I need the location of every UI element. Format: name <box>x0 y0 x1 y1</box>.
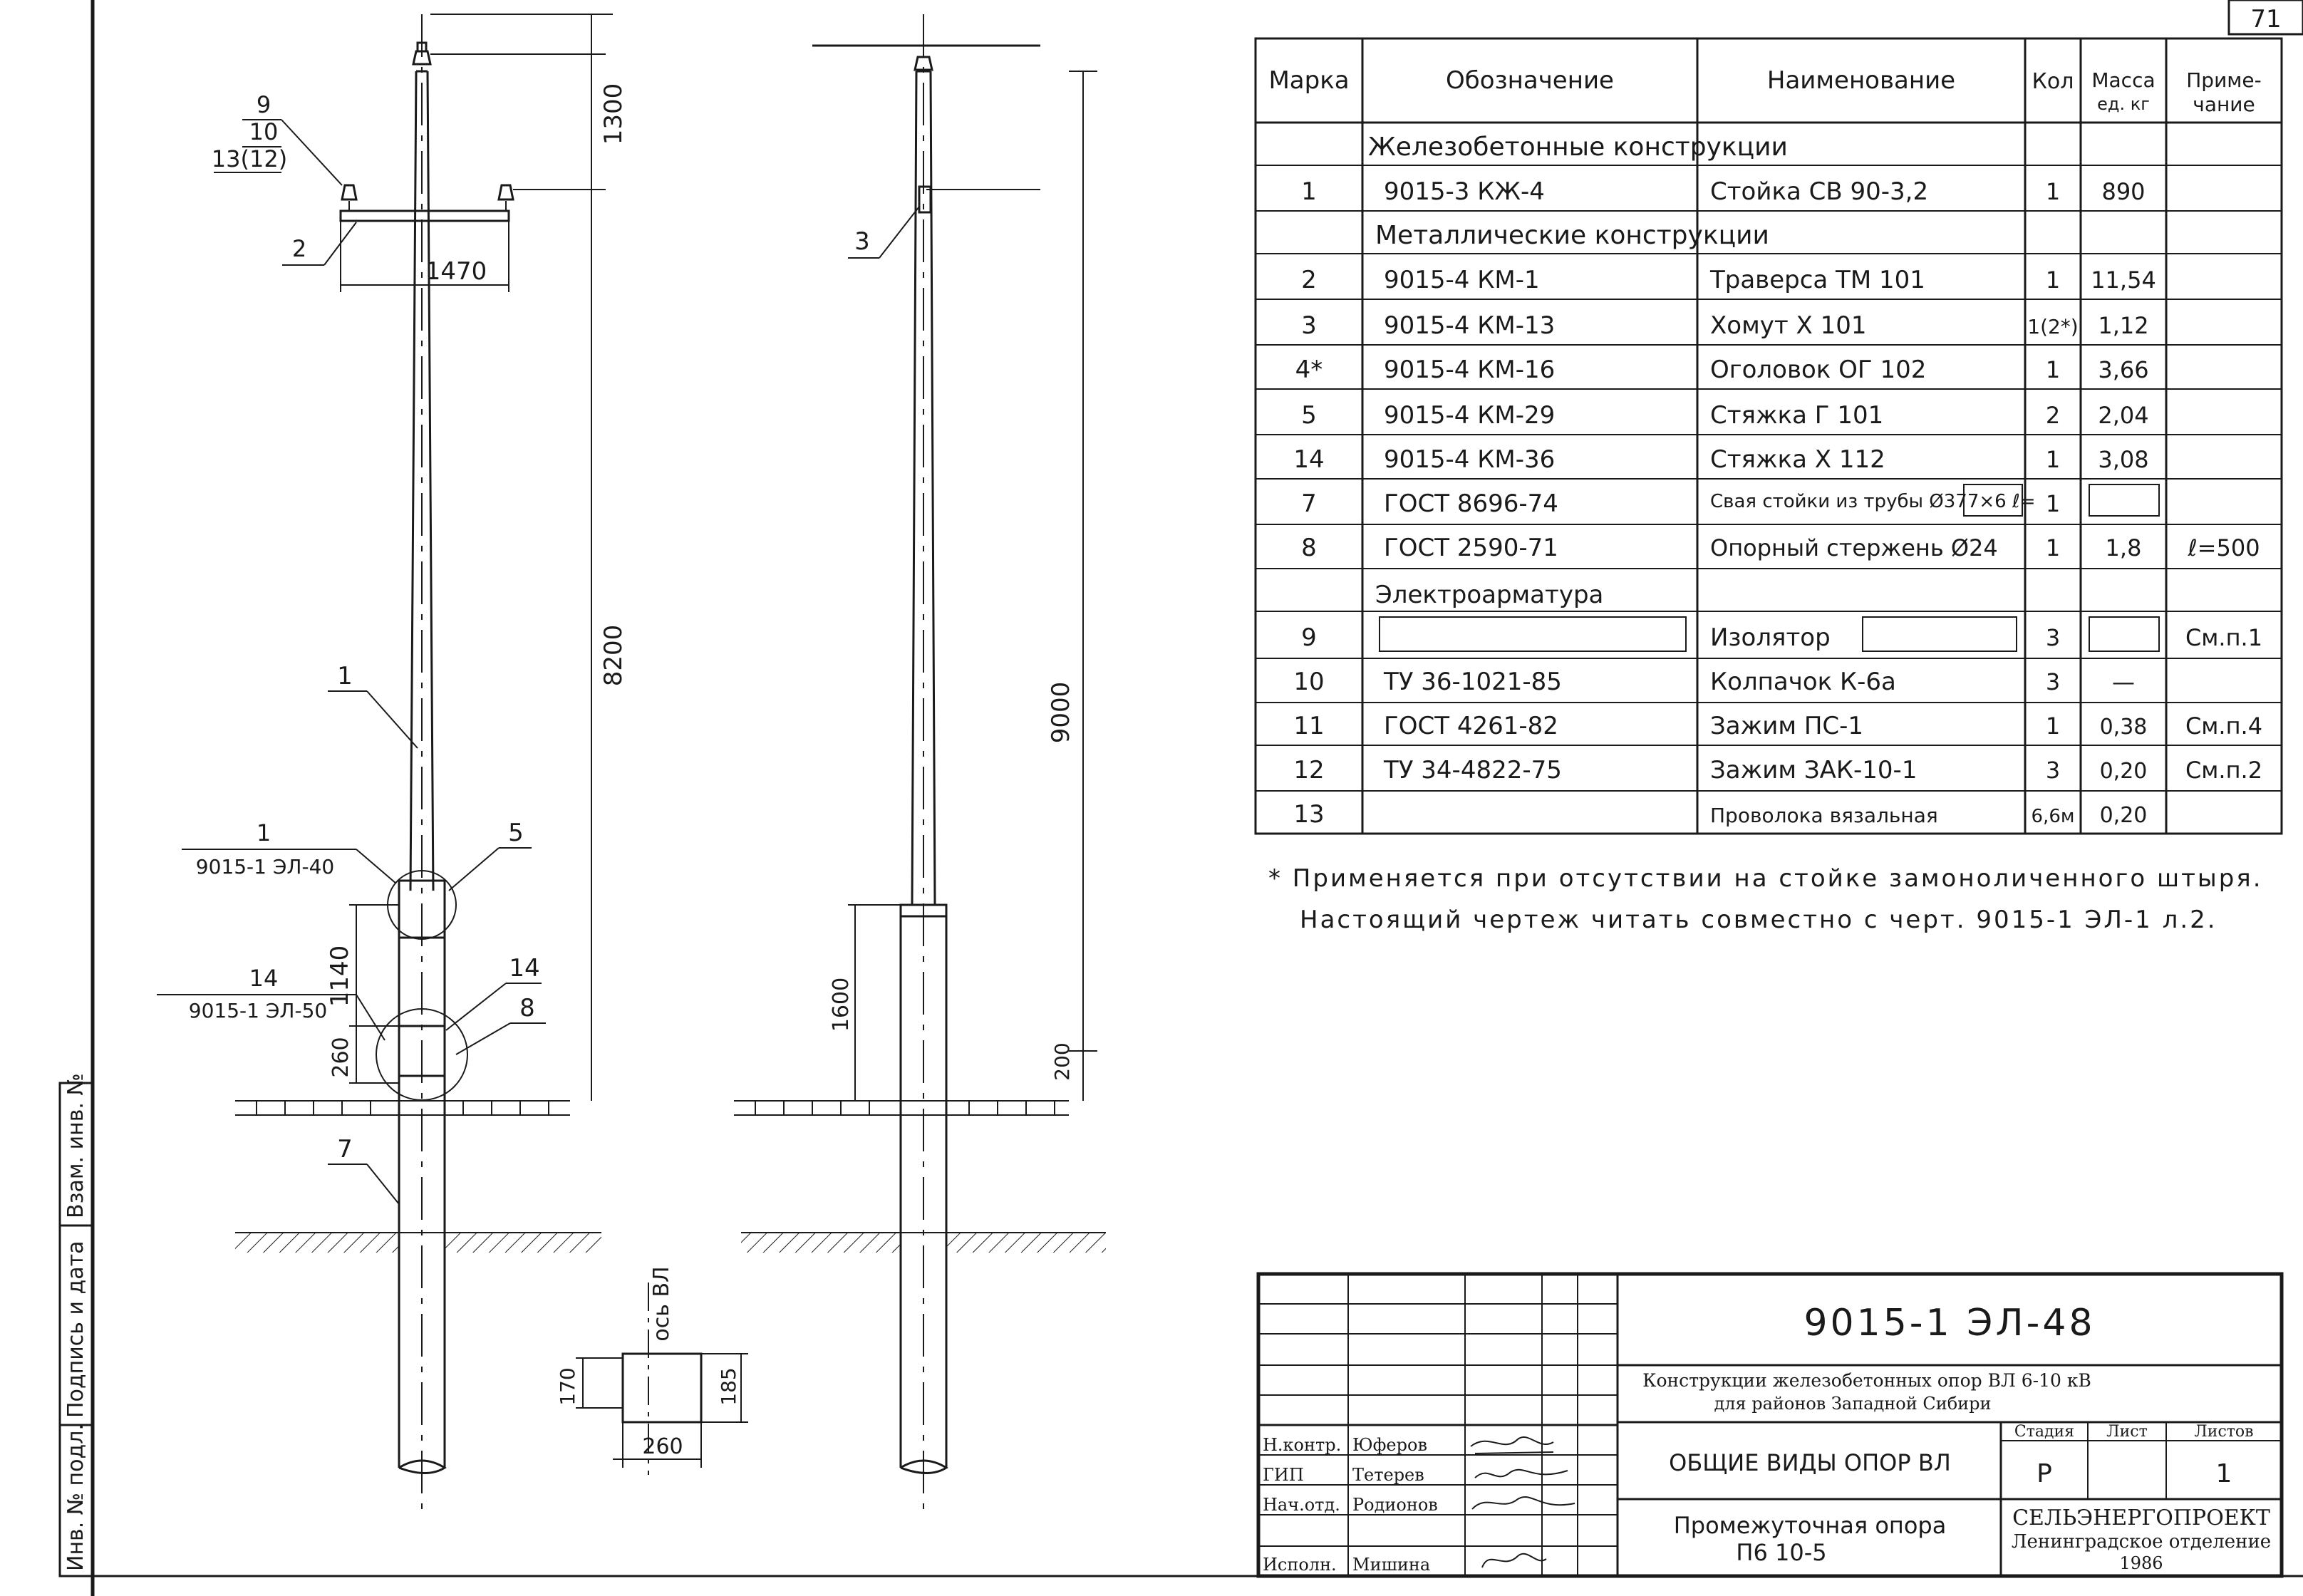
row-4-name: Оголовок ОГ 102 <box>1710 356 1927 384</box>
sheet-label: Лист <box>2106 1423 2148 1441</box>
sig-role-3: Нач.отд. <box>1263 1495 1340 1515</box>
row-4-code: 9015-4 КМ-16 <box>1384 356 1556 384</box>
row-13-mark: 13 <box>1293 800 1325 829</box>
dim-1600: 1600 <box>829 977 854 1032</box>
group-concrete: Железобетонные конструкции <box>1368 133 1788 162</box>
row-11-name: Зажим ПС-1 <box>1710 712 1864 740</box>
pile-pipe <box>399 884 445 1468</box>
row-3-code: 9015-4 КМ-13 <box>1384 311 1556 340</box>
section-view <box>556 1266 748 1475</box>
row-11-note: См.п.4 <box>2185 712 2263 740</box>
sig-role-1: Н.контр. <box>1263 1435 1342 1455</box>
row-8-name: Опорный стержень Ø24 <box>1710 534 1998 561</box>
sheet-title: ОБЩИЕ ВИДЫ ОПОР ВЛ <box>1669 1449 1951 1476</box>
row-12-mark: 12 <box>1293 756 1325 784</box>
org-name: СЕЛЬЭНЕРГОПРОЕКТ <box>2012 1506 2270 1530</box>
row-9-blank-type <box>1863 617 2017 651</box>
soil-hatch-left <box>235 1233 399 1253</box>
stage-value: Р <box>2037 1459 2052 1488</box>
sheets-label: Листов <box>2194 1423 2254 1441</box>
side-soil-hatch-right <box>946 1233 1106 1253</box>
th-qty: Кол <box>2032 69 2074 94</box>
dim-260-section: 260 <box>642 1434 683 1459</box>
group-electrical: Электроарматура <box>1375 581 1604 609</box>
row-13-qty: 6,6м <box>2031 806 2075 827</box>
note-2: Настоящий чертеж читать совместно с черт. 9015-1 ЭЛ-1 л.2. <box>1300 906 2217 934</box>
row-6-name: Стяжка Х 112 <box>1710 445 1885 474</box>
row-7-blank-mass <box>2089 484 2159 516</box>
row-3-qty: 1(2*) <box>2027 315 2079 338</box>
row-13-mass: 0,20 <box>2099 803 2148 828</box>
section-rect <box>623 1354 701 1422</box>
front-elevation <box>157 14 628 1510</box>
row-11-mark: 11 <box>1293 712 1325 740</box>
row-10-qty: 3 <box>2045 668 2061 695</box>
row-6-code: 9015-4 КМ-36 <box>1384 445 1556 474</box>
th-code: Обозначение <box>1446 66 1614 95</box>
row-11-mass: 0,38 <box>2099 715 2148 740</box>
group-metal: Металлические конструкции <box>1375 221 1769 250</box>
row-4-mark: 4* <box>1295 356 1323 384</box>
side-clamp <box>919 187 931 212</box>
callout-10: 10 <box>249 118 279 145</box>
signature-scribble-2 <box>1475 1470 1568 1478</box>
sig-name-2: Тетерев <box>1352 1465 1424 1485</box>
row-12-name: Зажим ЗАК-10-1 <box>1710 756 1918 784</box>
stamp-inv-label: Инв. № подл. <box>63 1424 88 1571</box>
row-5-mark: 5 <box>1301 401 1317 430</box>
row-8-code: ГОСТ 2590-71 <box>1384 534 1558 562</box>
callout-2: 2 <box>291 235 307 262</box>
row-3-mass: 1,12 <box>2098 312 2149 339</box>
row-12-mass: 0,20 <box>2099 759 2148 784</box>
row-5-name: Стяжка Г 101 <box>1710 401 1884 430</box>
dim-185: 185 <box>717 1367 740 1406</box>
dim-1140: 1140 <box>326 945 354 1007</box>
left-margin-stamp <box>60 1073 93 1576</box>
row-12-qty: 3 <box>2045 757 2061 784</box>
dim-1300: 1300 <box>599 83 628 145</box>
row-9-note: См.п.1 <box>2185 624 2263 651</box>
project-title-2: для районов Западной Сибири <box>1714 1394 1992 1414</box>
org-year: 1986 <box>2119 1553 2163 1573</box>
callout-1-ref-mark: 1 <box>256 819 271 846</box>
row-1-mark: 1 <box>1301 177 1317 206</box>
sig-name-4: Мишина <box>1352 1555 1431 1575</box>
notes <box>1268 864 2263 934</box>
callout-3: 3 <box>854 227 870 256</box>
row-12-note: См.п.2 <box>2185 757 2263 784</box>
row-7-code: ГОСТ 8696-74 <box>1384 489 1558 518</box>
row-5-mass: 2,04 <box>2098 402 2149 429</box>
callout-14-ref-doc: 9015-1 ЭЛ-50 <box>188 999 328 1022</box>
row-7-name: Свая стойки из трубы Ø377×6 ℓ= <box>1710 491 2036 512</box>
callout-8: 8 <box>519 994 535 1022</box>
callout-1: 1 <box>337 662 353 690</box>
signature-scribble-1 <box>1471 1437 1553 1454</box>
note-1: * Применяется при отсутствии на стойке замоноличенного штыря. <box>1268 864 2263 893</box>
title-block <box>1258 1274 2282 1576</box>
drawing-title-1: Промежуточная опора <box>1673 1512 1947 1539</box>
dim-260-front: 260 <box>328 1037 353 1078</box>
th-name: Наименование <box>1766 66 1956 95</box>
row-1-qty: 1 <box>2045 178 2061 205</box>
row-13-name: Проволока вязальная <box>1710 804 1938 827</box>
stage-label: Стадия <box>2014 1423 2075 1441</box>
row-2-mark: 2 <box>1301 266 1317 294</box>
axis-label: ось ВЛ <box>649 1266 674 1342</box>
soil-hatch-right <box>445 1233 601 1253</box>
sig-name-3: Родионов <box>1352 1495 1438 1515</box>
sheets-value: 1 <box>2215 1459 2232 1488</box>
spec-table <box>1256 38 2282 834</box>
th-note-2: чание <box>2193 93 2255 116</box>
sig-role-4: Исполн. <box>1263 1555 1337 1575</box>
th-note-1: Приме- <box>2186 68 2262 92</box>
drawing-title-2: П6 10-5 <box>1736 1539 1827 1566</box>
callout-14: 14 <box>509 954 540 983</box>
traverse-beam <box>341 211 509 221</box>
row-5-qty: 2 <box>2045 402 2061 429</box>
row-8-qty: 1 <box>2045 534 2061 561</box>
row-9-blank-mass <box>2089 617 2159 651</box>
callout-5: 5 <box>508 819 524 847</box>
doc-code: 9015-1 ЭЛ-48 <box>1803 1302 2096 1344</box>
row-9-name: Изолятор <box>1710 623 1831 652</box>
row-2-code: 9015-4 КМ-1 <box>1384 266 1540 294</box>
stamp-sign-label: Подпись и дата <box>63 1240 88 1418</box>
row-7-mark: 7 <box>1301 489 1317 518</box>
signature-scribble-3 <box>1472 1497 1575 1509</box>
row-11-code: ГОСТ 4261-82 <box>1384 712 1558 740</box>
row-8-mass: 1,8 <box>2105 534 2142 561</box>
row-1-code: 9015-3 КЖ-4 <box>1384 177 1545 206</box>
row-8-mark: 8 <box>1301 534 1317 562</box>
row-10-mass: — <box>2112 668 2135 695</box>
row-4-mass: 3,66 <box>2098 356 2149 383</box>
dim-9000: 9000 <box>1047 681 1075 744</box>
project-title-1: Конструкции железобетонных опор ВЛ 6-10 кВ <box>1642 1370 2091 1391</box>
callout-1-ref-doc: 9015-1 ЭЛ-40 <box>195 855 335 879</box>
dim-8200: 8200 <box>599 624 628 687</box>
th-mass-1: Масса <box>2091 68 2155 92</box>
row-4-qty: 1 <box>2045 356 2061 383</box>
sheet-number: 71 <box>2250 5 2282 33</box>
dim-1470: 1470 <box>425 257 487 286</box>
row-2-qty: 1 <box>2045 266 2061 294</box>
row-6-qty: 1 <box>2045 446 2061 473</box>
stamp-replace-label: Взам. инв. № <box>63 1073 88 1218</box>
row-9-mark: 9 <box>1301 623 1317 652</box>
th-mark: Марка <box>1268 66 1350 95</box>
dim-170: 170 <box>556 1367 579 1406</box>
row-1-name: Стойка СВ 90-3,2 <box>1710 177 1929 206</box>
row-1-mass: 890 <box>2101 178 2146 205</box>
row-8-note: ℓ=500 <box>2188 534 2260 561</box>
signature-scribble-4 <box>1482 1554 1546 1568</box>
callout-7: 7 <box>337 1135 353 1164</box>
callout-9: 9 <box>256 91 271 118</box>
row-9-qty: 3 <box>2045 624 2061 651</box>
th-mass-2: ед. кг <box>2097 94 2150 114</box>
row-12-code: ТУ 34-4822-75 <box>1384 756 1562 784</box>
row-2-mass: 11,54 <box>2091 266 2156 294</box>
dim-200: 200 <box>1050 1042 1074 1081</box>
org-branch: Ленинградское отделение <box>2011 1531 2272 1553</box>
side-soil-hatch-left <box>741 1233 901 1253</box>
row-3-mark: 3 <box>1301 311 1317 340</box>
row-2-name: Траверса ТМ 101 <box>1710 266 1925 294</box>
row-10-code: ТУ 36-1021-85 <box>1384 668 1562 696</box>
row-6-mass: 3,08 <box>2098 446 2149 473</box>
row-10-name: Колпачок К-6а <box>1710 668 1896 696</box>
row-5-code: 9015-4 КМ-29 <box>1384 401 1556 430</box>
side-elevation <box>734 14 1106 1510</box>
sheet-number-box <box>2229 0 2303 34</box>
row-9-blank-code <box>1380 617 1686 651</box>
sig-role-2: ГИП <box>1263 1465 1304 1485</box>
sig-name-1: Юферов <box>1352 1435 1427 1455</box>
row-11-qty: 1 <box>2045 712 2061 740</box>
callout-13: 13(12) <box>211 145 288 172</box>
row-10-mark: 10 <box>1293 668 1325 696</box>
row-6-mark: 14 <box>1293 445 1325 474</box>
row-7-qty: 1 <box>2045 490 2061 517</box>
row-3-name: Хомут Х 101 <box>1710 311 1867 340</box>
callout-14-ref-mark: 14 <box>249 965 279 992</box>
